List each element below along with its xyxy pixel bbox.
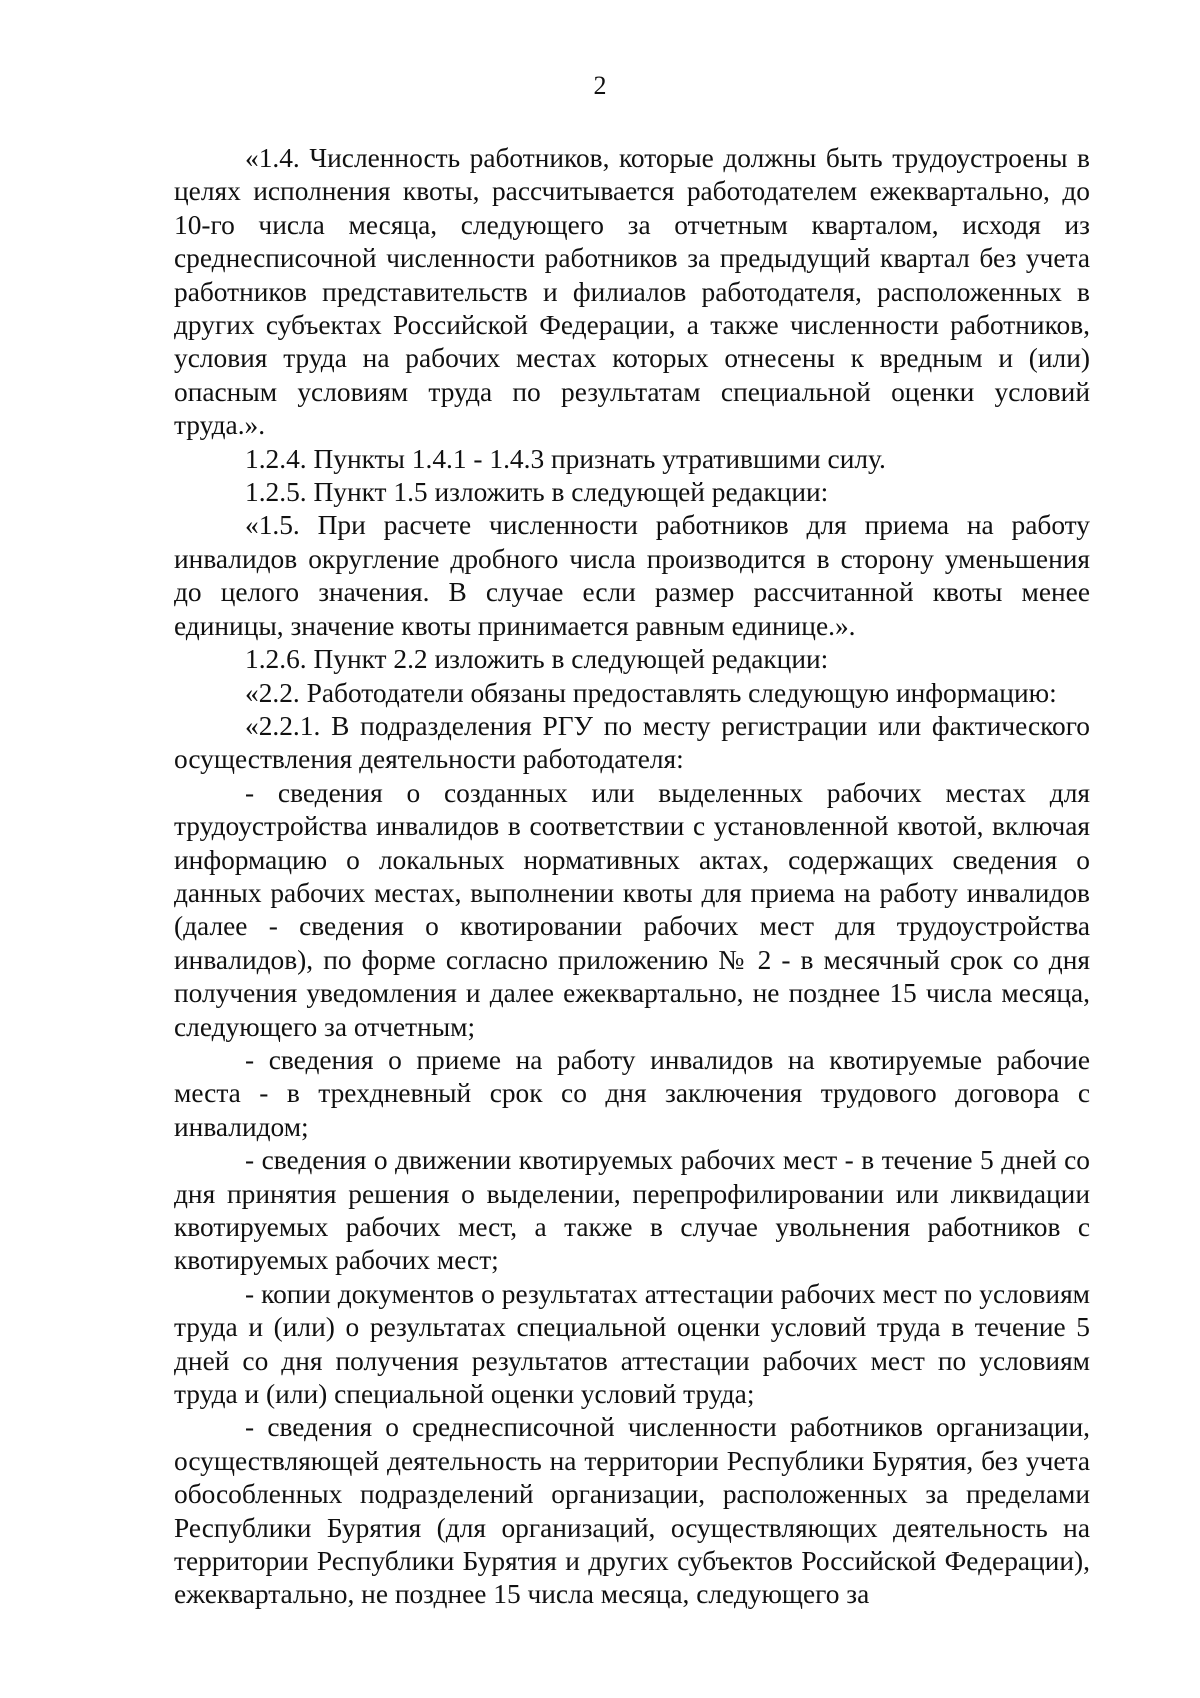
paragraph-1-2-4: 1.2.4. Пункты 1.4.1 - 1.4.3 признать утратившими силу. <box>245 443 886 474</box>
list-item-headcount-info: - сведения о среднесписочной численности работников организации, осуществляющей деятельность на территории Республики Бурятия, без учета обособленных подразделений организации, расположенных за пределами Республики Бурятия (для организаций, осуществляющих деятельность на территории Республики Бурятия и других субъектов Российской Федерации), ежеквартально, не позднее 15 числа месяца, следующего за <box>174 1412 1090 1610</box>
list-item-hiring-info: - сведения о приеме на работу инвалидов на квотируемые рабочие места - в трехдневный срок со дня заключения трудового договора с инвалидом; <box>174 1044 1090 1142</box>
paragraph-quota-calculation: «1.4. Численность работников, которые должны быть трудоустроены в целях исполнения квоты, рассчитывается работодателем ежеквартально, до 10-го числа месяца, следующего за отчетным кварталом, исходя из среднесписочной численности работников за предыдущий квартал без учета работников представительств и филиалов работодателя, расположенных в других субъектах Российской Федерации, а также численности работников, условия труда на рабочих местах которых отнесены к вредным и (или) опасным условиям труда по результатам специальной оценки условий труда.». <box>174 143 1090 441</box>
paragraph-2-2: «2.2. Работодатели обязаны предоставлять следующую информацию: <box>245 677 1057 708</box>
document-body <box>174 142 1090 1612</box>
list-item-workplace-movement: - сведения о движении квотируемых рабочих мест - в течение 5 дней со дня принятия решения о выделении, перепрофилировании или ликвидации квотируемых рабочих мест, а также в случае увольнения работников с квотируемых рабочих мест; <box>174 1145 1090 1276</box>
page-number: 2 <box>593 71 607 100</box>
paragraph-1-2-5: 1.2.5. Пункт 1.5 изложить в следующей редакции: <box>245 477 829 508</box>
paragraph-2-2-1: «2.2.1. В подразделения РГУ по месту регистрации или фактического осуществления деятельности работодателя: <box>174 710 1090 775</box>
list-item-quota-info: - сведения о созданных или выделенных рабочих местах для трудоустройства инвалидов в соответствии с установленной квотой, включая информацию о локальных нормативных актах, содержащих сведения о данных рабочих местах, выполнении квоты для приема на работу инвалидов (далее - сведения о квотировании рабочих мест для трудоустройства инвалидов), по форме согласно приложению № 2 - в месячный срок со дня получения уведомления и далее ежеквартально, не позднее 15 числа месяца, следующего за отчетным; <box>174 777 1090 1042</box>
paragraph-rounding-rule: «1.5. При расчете численности работников для приема на работу инвалидов округление дробного числа производится в сторону уменьшения до целого значения. В случае если размер рассчитанной квоты менее единицы, значение квоты принимается равным единице.». <box>174 510 1090 641</box>
list-item-certification-copies: - копии документов о результатах аттестации рабочих мест по условиям труда и (или) о результатах специальной оценки условий труда в течение 5 дней со дня получения результатов аттестации рабочих мест по условиям труда и (или) специальной оценки условий труда; <box>174 1278 1090 1410</box>
paragraph-1-2-6: 1.2.6. Пункт 2.2 изложить в следующей редакции: <box>245 644 829 675</box>
